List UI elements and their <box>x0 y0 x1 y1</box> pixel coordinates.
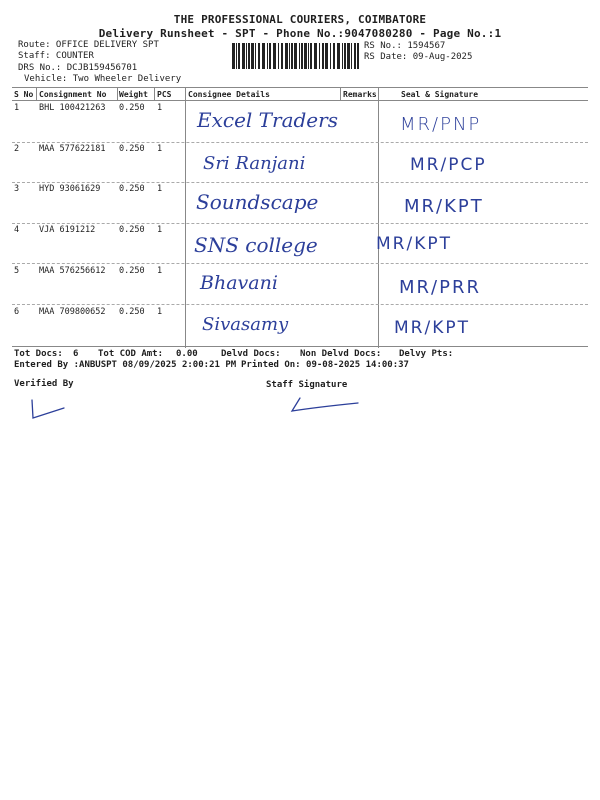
row-6-seal-handwriting: MR/KPT <box>394 318 470 338</box>
col-weight: Weight <box>119 90 148 99</box>
row-2-sno: 2 <box>14 144 20 154</box>
staff-signature-scribble <box>288 396 362 416</box>
row-rule <box>12 142 588 143</box>
col-remarks: Remarks <box>343 90 377 99</box>
vehicle-label: Vehicle: Two Wheeler Delivery <box>24 74 182 84</box>
col-pcs: PCS <box>157 90 172 99</box>
row-6-pcs: 1 <box>157 307 163 317</box>
col-sep <box>36 88 37 100</box>
row-6-weight: 0.250 <box>119 307 145 317</box>
col-seal: Seal & Signature <box>401 90 479 99</box>
row-1-consignment: BHL 100421263 <box>39 103 106 113</box>
staff-label: Staff: COUNTER <box>18 51 94 61</box>
row-3-consignee-handwriting: Soundscape <box>196 190 319 214</box>
table-header-rule <box>12 100 588 101</box>
table-top-rule <box>12 87 588 88</box>
row-6-consignment: MAA 709800652 <box>39 307 106 317</box>
row-3-sno: 3 <box>14 184 20 194</box>
row-5-weight: 0.250 <box>119 266 145 276</box>
runsheet-subtitle: Delivery Runsheet - SPT - Phone No.:9047080280 - Page No.:1 <box>98 27 502 40</box>
row-5-sno: 5 <box>14 266 20 276</box>
row-1-sno: 1 <box>14 103 20 113</box>
table-bottom-rule <box>12 346 588 347</box>
row-2-consignee-handwriting: Sri Ranjani <box>203 153 306 174</box>
delvy-pts-label: Delvy Pts: <box>399 349 454 359</box>
row-3-consignment: HYD 93061629 <box>39 184 101 194</box>
col-consignment: Consignment No <box>39 90 107 99</box>
row-2-seal-handwriting: MR/PCP <box>410 155 487 175</box>
tot-docs-label: Tot Docs: <box>14 349 63 359</box>
company-title: THE PROFESSIONAL COURIERS, COIMBATORE <box>173 13 427 26</box>
route-label: Route: OFFICE DELIVERY SPT <box>18 40 159 50</box>
row-6-consignee-handwriting: Sivasamy <box>202 314 289 335</box>
row-1-pcs: 1 <box>157 103 163 113</box>
tot-cod-label: Tot COD Amt: <box>98 349 164 359</box>
row-5-seal-handwriting: MR/PRR <box>399 277 481 298</box>
row-2-weight: 0.250 <box>119 144 145 154</box>
col-sno: S No <box>14 90 34 99</box>
row-3-pcs: 1 <box>157 184 163 194</box>
staff-signature-label: Staff Signature <box>266 380 348 390</box>
row-4-sno: 4 <box>14 225 20 235</box>
col-sep <box>340 88 341 100</box>
row-4-consignee-handwriting: SNS college <box>194 233 318 257</box>
row-3-weight: 0.250 <box>119 184 145 194</box>
verified-by-label: Verified By <box>14 379 74 389</box>
row-1-seal-handwriting: MR/PNP <box>400 114 482 135</box>
non-delvd-label: Non Delvd Docs: <box>300 349 382 359</box>
row-4-seal-handwriting: MR/KPT <box>376 234 452 254</box>
row-5-consignee-handwriting: Bhavani <box>200 272 278 294</box>
col-sep <box>117 88 118 100</box>
verified-by-signature <box>26 397 70 423</box>
printed-on: Printed On: 09-08-2025 14:00:37 <box>241 360 409 370</box>
rs-number: RS No.: 1594567 <box>364 41 446 51</box>
entered-by: Entered By :ANBUSPT 08/09/2025 2:00:21 PM <box>14 360 237 370</box>
row-2-pcs: 1 <box>157 144 163 154</box>
drs-number: DRS No.: DCJB159456701 <box>18 63 138 73</box>
row-5-pcs: 1 <box>157 266 163 276</box>
row-4-weight: 0.250 <box>119 225 145 235</box>
row-rule <box>12 223 588 224</box>
row-rule <box>12 263 588 264</box>
col-sep <box>154 88 155 100</box>
tot-cod-value: 0.00 <box>176 349 198 359</box>
row-4-consignment: VJA 6191212 <box>39 225 96 235</box>
row-3-seal-handwriting: MR/KPT <box>404 196 484 217</box>
row-1-consignee-handwriting: Excel Traders <box>197 108 338 132</box>
col-sep <box>378 88 379 348</box>
col-consignee: Consignee Details <box>188 90 270 99</box>
tot-docs-value: 6 <box>73 349 79 359</box>
row-6-sno: 6 <box>14 307 20 317</box>
rs-date: RS Date: 09-Aug-2025 <box>364 52 473 62</box>
row-1-weight: 0.250 <box>119 103 145 113</box>
row-5-consignment: MAA 576256612 <box>39 266 106 276</box>
row-rule <box>12 182 588 183</box>
col-sep <box>185 88 186 348</box>
barcode-image <box>232 43 359 69</box>
row-2-consignment: MAA 577622181 <box>39 144 106 154</box>
row-rule <box>12 304 588 305</box>
row-4-pcs: 1 <box>157 225 163 235</box>
delvd-docs-label: Delvd Docs: <box>221 349 281 359</box>
